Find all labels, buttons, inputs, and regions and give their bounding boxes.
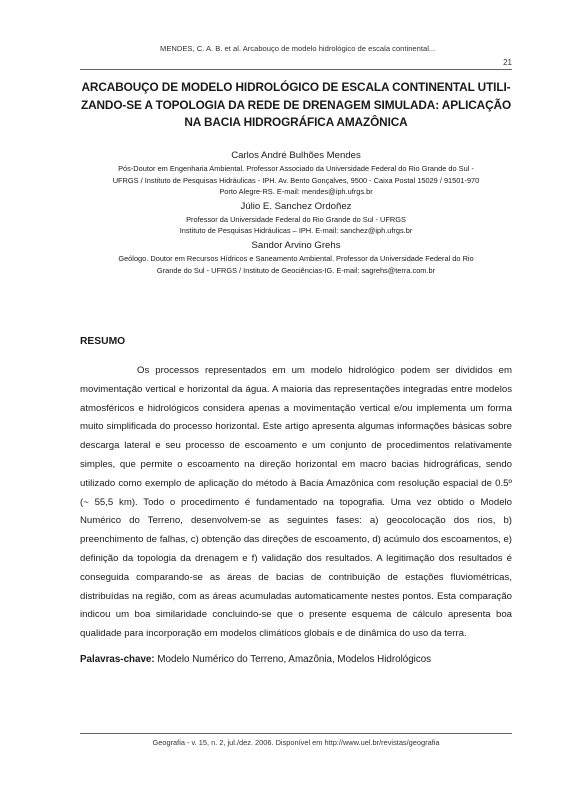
author-affiliation-line: UFRGS / Instituto de Pesquisas Hidráulicas - IPH. Av. Bento Gonçalves, 9500 - Caixa Postal 15029 / 91501-970 <box>112 175 480 185</box>
title-line-2: ZANDO-SE A TOPOLOGIA DA REDE DE DRENAGEM SIMULADA: APLICAÇÃO <box>80 97 512 112</box>
keywords <box>80 652 512 668</box>
abstract-body: Os processos representados em um modelo hidrológico podem ser divididos em movimentação vertical e horizontal da água. A maioria das representações integradas entre modelos atmosféricos e hidrológicos considera apenas a movimentação vertical e/ou implementa um forma muito simplificada do processo horizontal. Este artigo apresenta algumas informações básicas sobre descarga lateral e seu processo de escoamento e um conjunto de procedimentos relativamente simples, que permite o escoamento na direção horizontal em macro bacias hidrográficas, sendo utilizado como exemplo de aplicação do método à Bacia Amazônica com resolução espacial de 0.5º (~ 55,5 km). Todo o procedimento é fundamentado na topografia. Uma vez obtido o Modelo Numérico do Terreno, desenvolvem-se as seguintes fases: a) geocolocação dos rios, b) preenchimento de falhas, c) obtenção das direções de escoamento, d) acúmulo dos escoamentos, e) definição da topologia da drenagem e f) validação dos resultados. A legitimação dos resultados é conseguida comparando-se as áreas de bacias de contribuição de estações fluviométricas, distribuídas na região, com as áreas acumuladas automaticamente nestes pontos. Esta comparação indicou um boa similaridade concluindo-se que o presente esquema de cálculo apresenta boa qualidade para incorporação em modelos climáticos globais e de dinâmica do uso da terra. <box>80 365 512 640</box>
author-name: Júlio E. Sanchez Ordoñez <box>240 200 352 212</box>
author-affiliation-line: Geólogo. Doutor em Recursos Hídricos e Saneamento Ambiental. Professor da Universidade Federal do Rio <box>118 253 474 263</box>
running-title: MENDES, C. A. B. et al. Arcabouço de modelo hidrológico de escala continental... <box>160 44 436 53</box>
author-name: Sandor Arvino Grehs <box>251 239 341 251</box>
paper-title <box>80 79 512 132</box>
title-line-1: ARCABOUÇO DE MODELO HIDROLÓGICO DE ESCALA CONTINENTAL UTILI- <box>81 80 511 94</box>
keywords-label: Palavras-chave: <box>80 654 155 665</box>
author-block <box>80 149 512 276</box>
author-affiliation-line: Pós-Doutor em Engenharia Ambiental. Professor Associado da Universidade Federal do Rio Grande do Sul - <box>118 164 474 173</box>
author-affiliation-line: Porto Alegre-RS. E-mail: mendes@iph.ufrgs.br <box>219 187 373 197</box>
footer-rule <box>80 733 512 734</box>
keywords-text: Modelo Numérico do Terreno, Amazônia, Modelos Hidrológicos <box>154 654 432 665</box>
author-name: Carlos André Bulhões Mendes <box>231 150 361 161</box>
page-number: 21 <box>503 58 512 67</box>
author-affiliation-line: Professor da Universidade Federal do Rio Grande do Sul - UFRGS <box>186 214 406 224</box>
author-affiliation-line: Grande do Sul - UFRGS / Instituto de Geociências-IG. E-mail: sagrehs@terra.com.br <box>156 265 436 275</box>
author-affiliation-line: Instituto de Pesquisas Hidráulicas – IPH. E-mail: sanchez@iph.ufrgs.br <box>179 226 413 236</box>
page-footer: Geografia - v. 15, n. 2, jul./dez. 2006. Disponível em http://www.uel.br/revistas/geografia <box>152 738 440 747</box>
title-line-3: NA BACIA HIDROGRÁFICA AMAZÔNICA <box>184 115 408 129</box>
abstract-heading: RESUMO <box>80 336 126 347</box>
header-rule <box>80 69 512 70</box>
